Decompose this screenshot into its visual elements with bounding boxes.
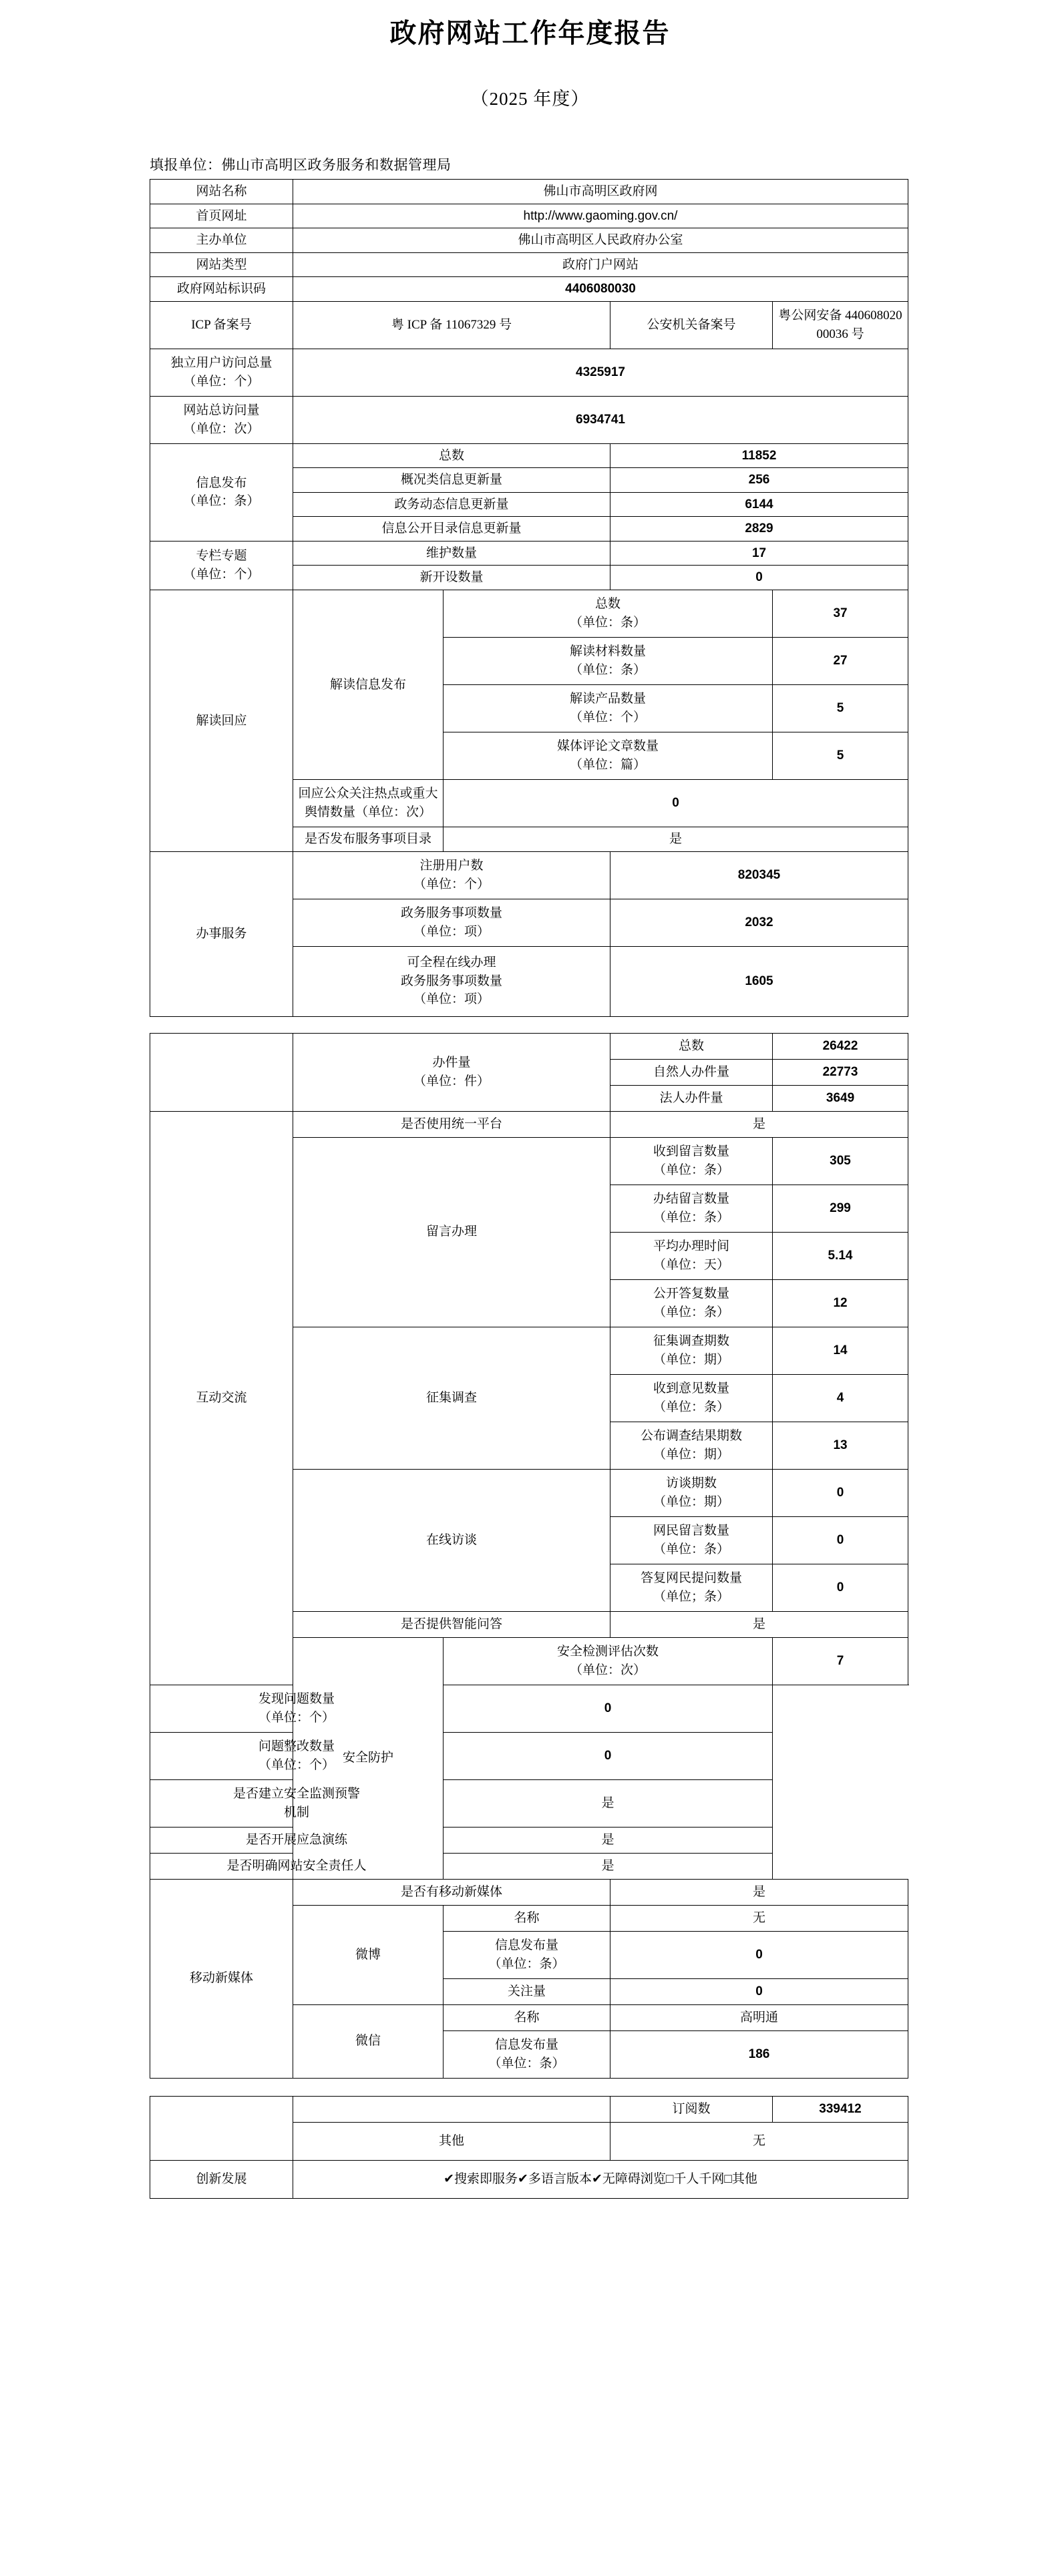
cell-weibo-value-0: 无 — [610, 1905, 908, 1931]
cell-interview-label-2 — [610, 1564, 773, 1611]
cell-workload-label-0: 总数 — [610, 1033, 773, 1059]
message-label-2-line2: （单位：天） — [653, 1257, 730, 1272]
cell-interview-value-1: 0 — [773, 1516, 908, 1564]
cell-message-label-0 — [610, 1137, 773, 1185]
cell-hot-response-label — [293, 780, 444, 827]
table-row — [150, 1879, 908, 1905]
cell-subscribe-label: 订阅数 — [610, 2096, 773, 2122]
unique-users-label-line2: （单位：个） — [183, 374, 260, 389]
cell-message-group: 留言办理 — [293, 1137, 610, 1327]
info-release-group-line2: （单位：条） — [183, 494, 260, 509]
survey-label-1-line2: （单位：条） — [653, 1400, 730, 1414]
filing-unit — [0, 110, 1060, 174]
cell-site-name-value: 佛山市高明区政府网 — [293, 180, 908, 204]
cell-workload-value-1: 22773 — [773, 1059, 908, 1085]
cell-unique-users-value: 4325917 — [293, 349, 908, 396]
cell-hot-response-value: 0 — [444, 780, 908, 827]
cell-drill-label: 是否开展应急演练 — [150, 1827, 444, 1853]
cell-has-mobile-value: 是 — [610, 1879, 908, 1905]
cell-warning-mech-value: 是 — [444, 1779, 773, 1827]
wechat-label-1-line2: （单位：条） — [488, 2056, 565, 2071]
cell-police-label: 公安机关备案号 — [610, 301, 773, 349]
weibo-label-1-line1: 信息发布量 — [495, 1938, 559, 1953]
cell-total-visits-value: 6934741 — [293, 396, 908, 443]
cell-columns-value-0: 17 — [610, 541, 908, 566]
interview-label-1-line2: （单位：条） — [653, 1542, 730, 1556]
table-row — [150, 2160, 908, 2198]
table-row — [150, 1685, 908, 1732]
cell-message-value-1: 299 — [773, 1185, 908, 1232]
cell-service-catalog-label: 是否发布服务事项目录 — [293, 827, 444, 852]
security-label-2-line2: （单位：个） — [258, 1757, 335, 1772]
cell-interp-label-1 — [444, 638, 773, 685]
interp-label-0-line1: 总数 — [594, 597, 621, 612]
table-row — [150, 1111, 908, 1137]
message-label-3-line1: 公开答复数量 — [653, 1287, 730, 1301]
cell-wechat-value-0: 高明通 — [610, 2004, 908, 2030]
cell-interp-value-2: 5 — [773, 685, 908, 732]
cell-police-value: 粤公网安备 44060802000036 号 — [773, 301, 908, 349]
cell-weibo-group: 微博 — [293, 1905, 444, 2004]
cell-security-label-2 — [150, 1732, 444, 1779]
cell-drill-value: 是 — [444, 1827, 773, 1853]
cell-service-catalog-value: 是 — [444, 827, 908, 852]
security-label-1-line2: （单位：个） — [258, 1710, 335, 1725]
cell-services-label-1 — [293, 899, 610, 946]
unique-users-label-line1: 独立用户访问总量 — [170, 356, 273, 371]
page-subtitle: （2025 年度） — [470, 89, 590, 109]
hot-response-label-line2: 舆情数量（单位：次） — [304, 805, 431, 820]
cell-security-group: 安全防护 — [293, 1637, 444, 1879]
table-row — [150, 180, 908, 204]
message-label-0-line2: （单位：条） — [653, 1162, 730, 1177]
cell-weibo-value-2: 0 — [610, 1978, 908, 2004]
services-label-1-line1: 政务服务事项数量 — [400, 906, 502, 921]
survey-label-2-line2: （单位：期） — [653, 1447, 730, 1462]
cell-weibo-value-1: 0 — [610, 1931, 908, 1978]
services-label-0-line1: 注册用户数 — [419, 859, 484, 873]
cell-responsible-label: 是否明确网站安全责任人 — [150, 1853, 444, 1879]
cell-info-release-value-2: 6144 — [610, 492, 908, 517]
cell-info-release-group — [150, 443, 293, 541]
cell-columns-label-0: 维护数量 — [293, 541, 610, 566]
cell-interp-label-3 — [444, 732, 773, 780]
survey-label-2-line1: 公布调查结果期数 — [641, 1429, 743, 1444]
cell-workload-value-2: 3649 — [773, 1085, 908, 1111]
table-row — [150, 851, 908, 899]
interp-label-3-line1: 媒体评论文章数量 — [556, 739, 659, 754]
report-table-part3 — [150, 2096, 908, 2199]
cell-site-code-label: 政府网站标识码 — [150, 277, 293, 302]
page-title: 政府网站工作年度报告 — [389, 18, 671, 48]
security-label-2-line1: 问题整改数量 — [258, 1739, 335, 1754]
table-row — [150, 252, 908, 277]
cell-home-url-value: http://www.gaoming.gov.cn/ — [293, 204, 908, 228]
cell-interpretation-group: 解读回应 — [150, 590, 293, 852]
columns-group-line1: 专栏专题 — [196, 549, 247, 564]
table-row — [150, 277, 908, 302]
cell-message-value-3: 12 — [773, 1279, 908, 1327]
cell-security-label-0 — [444, 1637, 773, 1685]
survey-label-1-line1: 收到意见数量 — [653, 1381, 730, 1396]
table-row — [150, 228, 908, 253]
cell-info-release-value-3: 2829 — [610, 517, 908, 542]
message-label-3-line2: （单位：条） — [653, 1305, 730, 1319]
cell-interaction-group: 互动交流 — [150, 1111, 293, 1685]
cell-wechat-value-1: 186 — [610, 2030, 908, 2078]
cell-services-value-1: 2032 — [610, 899, 908, 946]
interview-label-2-line1: 答复网民提问数量 — [641, 1571, 743, 1586]
table-row — [150, 1033, 908, 1059]
cell-interview-label-0 — [610, 1469, 773, 1516]
wechat-label-1-line1: 信息发布量 — [495, 2038, 559, 2053]
security-label-0-line2: （单位：次） — [570, 1663, 647, 1677]
cell-interview-label-1 — [610, 1516, 773, 1564]
cell-security-value-0: 7 — [773, 1637, 908, 1685]
cell-subscribe-value: 339412 — [773, 2096, 908, 2122]
cell-interpretation-subgroup: 解读信息发布 — [293, 590, 444, 780]
cell-message-label-2 — [610, 1232, 773, 1279]
services-label-2-line1: 可全程在线办理 — [407, 955, 496, 970]
cell-unique-users-label — [150, 349, 293, 396]
table-region — [0, 179, 1060, 2199]
cell-interview-value-0: 0 — [773, 1469, 908, 1516]
cell-total-visits-label — [150, 396, 293, 443]
cell-weibo-label-2: 关注量 — [444, 1978, 610, 2004]
cell-services-group: 办事服务 — [150, 851, 293, 1016]
columns-group-line2: （单位：个） — [183, 567, 260, 582]
cell-site-type-value: 政府门户网站 — [293, 252, 908, 277]
interp-label-2-line1: 解读产品数量 — [569, 692, 646, 706]
cell-workload-group — [293, 1033, 610, 1111]
cell-info-release-value-0: 11852 — [610, 443, 908, 468]
cell-host-unit-value: 佛山市高明区人民政府办公室 — [293, 228, 908, 253]
interview-label-0-line2: （单位：期） — [653, 1494, 730, 1509]
cell-innovation-value — [293, 2160, 908, 2198]
hot-response-label-line1: 回应公众关注热点或重大 — [298, 787, 438, 801]
interview-label-1-line1: 网民留言数量 — [653, 1524, 730, 1538]
innovation-checklist: ✔搜索即服务✔多语言版本✔无障碍浏览□千人千网□其他 — [444, 2171, 757, 2186]
security-label-1-line1: 发现问题数量 — [258, 1692, 335, 1707]
services-label-2-line2: 政务服务事项数量 — [400, 974, 502, 988]
message-label-2-line1: 平均办理时间 — [653, 1239, 730, 1254]
cell-unified-platform-value: 是 — [610, 1111, 908, 1137]
cell-interview-value-2: 0 — [773, 1564, 908, 1611]
cell-has-mobile-label: 是否有移动新媒体 — [293, 1879, 610, 1905]
cell-icp-value: 粤 ICP 备 11067329 号 — [293, 301, 610, 349]
workload-group-line2: （单位：件） — [413, 1074, 490, 1088]
cell-columns-value-1: 0 — [610, 566, 908, 590]
cell-interp-value-3: 5 — [773, 732, 908, 780]
cell-interp-value-1: 27 — [773, 638, 908, 685]
interview-label-2-line2: （单位；条） — [653, 1589, 730, 1604]
interp-label-3-line2: （单位：篇） — [569, 758, 646, 773]
info-release-group-line1: 信息发布 — [196, 475, 247, 490]
cell-warning-mech-label — [150, 1779, 444, 1827]
cell-survey-label-1 — [610, 1374, 773, 1422]
cell-responsible-value: 是 — [444, 1853, 773, 1879]
cell-interp-label-2 — [444, 685, 773, 732]
services-label-2-line3: （单位：项） — [413, 992, 490, 1007]
table-row — [150, 301, 908, 349]
cell-other-value: 无 — [610, 2122, 908, 2160]
total-visits-label-line2: （单位：次） — [183, 421, 260, 436]
cell-services-value-0: 820345 — [610, 851, 908, 899]
cell-wechat-label-1 — [444, 2030, 610, 2078]
cell-footer-blank — [293, 2096, 610, 2122]
cell-survey-value-2: 13 — [773, 1422, 908, 1469]
table-row — [150, 541, 908, 566]
cell-security-label-1 — [150, 1685, 444, 1732]
message-label-0-line1: 收到留言数量 — [653, 1144, 730, 1159]
cell-services-label-2 — [293, 946, 610, 1016]
cell-weibo-label-0: 名称 — [444, 1905, 610, 1931]
cell-host-unit-label: 主办单位 — [150, 228, 293, 253]
cell-footer-spacer — [150, 2096, 293, 2160]
cell-message-label-1 — [610, 1185, 773, 1232]
cell-interp-value-0: 37 — [773, 590, 908, 638]
cell-workload-label-1: 自然人办件量 — [610, 1059, 773, 1085]
cell-security-value-2: 0 — [444, 1732, 773, 1779]
weibo-label-1-line2: （单位：条） — [488, 1956, 565, 1971]
cell-smart-qa-label: 是否提供智能问答 — [293, 1611, 610, 1637]
filing-unit-value: 佛山市高明区政务服务和数据管理局 — [221, 157, 452, 173]
cell-survey-value-0: 14 — [773, 1327, 908, 1374]
cell-security-value-1: 0 — [444, 1685, 773, 1732]
survey-label-0-line1: 征集调查期数 — [653, 1334, 730, 1349]
message-label-1-line2: （单位：条） — [653, 1210, 730, 1225]
interp-label-0-line2: （单位：条） — [569, 616, 646, 630]
cell-columns-group — [150, 541, 293, 590]
interp-label-1-line1: 解读材料数量 — [569, 644, 646, 659]
cell-columns-label-1: 新开设数量 — [293, 566, 610, 590]
cell-unified-platform-label: 是否使用统一平台 — [293, 1111, 610, 1137]
warning-mech-label-line2: 机制 — [283, 1805, 309, 1819]
cell-message-label-3 — [610, 1279, 773, 1327]
cell-workload-label-2: 法人办件量 — [610, 1085, 773, 1111]
table-row — [150, 443, 908, 468]
cell-interview-group: 在线访谈 — [293, 1469, 610, 1611]
interp-label-1-line2: （单位：条） — [569, 663, 646, 678]
services-label-1-line2: （单位：项） — [413, 924, 490, 939]
security-label-0-line1: 安全检测评估次数 — [557, 1645, 659, 1659]
report-table-part2 — [150, 1033, 908, 2079]
cell-info-release-label-0: 总数 — [293, 443, 610, 468]
services-label-0-line2: （单位：个） — [413, 877, 490, 891]
table-row — [150, 396, 908, 443]
cell-wechat-group: 微信 — [293, 2004, 444, 2078]
cell-home-url-label: 首页网址 — [150, 204, 293, 228]
table-row — [150, 1779, 908, 1827]
survey-label-0-line2: （单位：期） — [653, 1352, 730, 1367]
warning-mech-label-line1: 是否建立安全监测预警 — [232, 1787, 360, 1801]
cell-other-label: 其他 — [293, 2122, 610, 2160]
cell-info-release-value-1: 256 — [610, 468, 908, 493]
cell-site-name-label: 网站名称 — [150, 180, 293, 204]
table-row — [150, 349, 908, 396]
interp-label-2-line2: （单位：个） — [569, 710, 646, 725]
total-visits-label-line1: 网站总访问量 — [183, 403, 260, 418]
cell-smart-qa-value: 是 — [610, 1611, 908, 1637]
report-table-part1 — [150, 179, 908, 1017]
cell-info-release-label-3: 信息公开目录信息更新量 — [293, 517, 610, 542]
cell-site-type-label: 网站类型 — [150, 252, 293, 277]
cell-services-label-0 — [293, 851, 610, 899]
cell-workload-spacer — [150, 1033, 293, 1111]
cell-innovation-label: 创新发展 — [150, 2160, 293, 2198]
cell-mobile-group: 移动新媒体 — [150, 1879, 293, 2078]
cell-message-value-0: 305 — [773, 1137, 908, 1185]
filing-unit-label: 填报单位： — [150, 157, 222, 173]
cell-survey-group: 征集调查 — [293, 1327, 610, 1469]
cell-icp-label: ICP 备案号 — [150, 301, 293, 349]
cell-message-value-2: 5.14 — [773, 1232, 908, 1279]
table-row — [150, 590, 908, 638]
cell-info-release-label-1: 概况类信息更新量 — [293, 468, 610, 493]
cell-info-release-label-2: 政务动态信息更新量 — [293, 492, 610, 517]
cell-survey-value-1: 4 — [773, 1374, 908, 1422]
cell-services-value-2: 1605 — [610, 946, 908, 1016]
cell-survey-label-2 — [610, 1422, 773, 1469]
cell-survey-label-0 — [610, 1327, 773, 1374]
cell-wechat-label-0: 名称 — [444, 2004, 610, 2030]
table-row — [150, 2096, 908, 2122]
cell-workload-value-0: 26422 — [773, 1033, 908, 1059]
workload-group-line1: 办件量 — [432, 1056, 471, 1070]
table-row — [150, 1827, 908, 1853]
table-row — [150, 1732, 908, 1779]
table-row — [150, 1853, 908, 1879]
cell-site-code-value: 4406080030 — [293, 277, 908, 302]
message-label-1-line1: 办结留言数量 — [653, 1192, 730, 1207]
interview-label-0-line1: 访谈期数 — [666, 1476, 717, 1491]
cell-interp-label-0 — [444, 590, 773, 638]
table-row — [150, 204, 908, 228]
cell-weibo-label-1 — [444, 1931, 610, 1978]
